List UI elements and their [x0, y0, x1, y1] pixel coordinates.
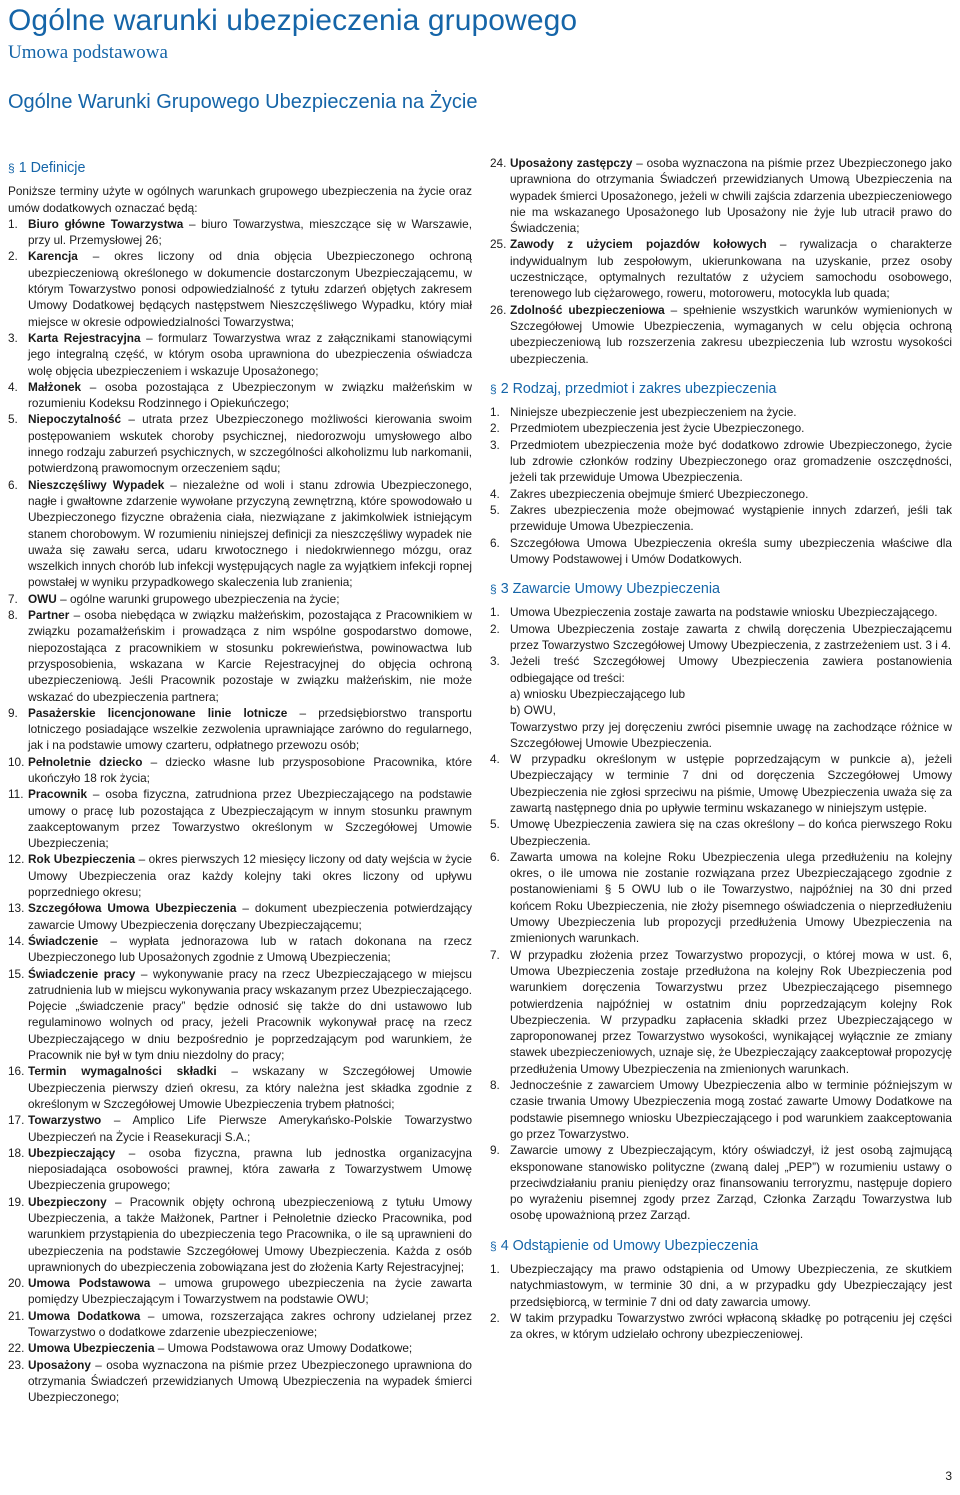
item-text: – osoba pozostająca z Ubezpieczonym w związku małżeńskim w rozumieniu Kodeksu Rodzinnego i Opiekuńczego;	[28, 379, 472, 411]
defined-term: Umowa Dodatkowa	[28, 1308, 141, 1323]
defined-term: Uposażony	[28, 1357, 91, 1372]
item-text: – Umowa Podstawowa oraz Umowy Dodatkowe;	[154, 1341, 413, 1356]
item-text: Zakres ubezpieczenia może obejmować wystąpienie innych zdarzeń, jeśli tak przewiduje Umowa Ubezpieczenia.	[510, 502, 952, 534]
list-item	[490, 816, 952, 849]
item-text: – niezależne od woli i stanu zdrowia Ubezpieczonego, nagłe i gwałtowne zdarzenie wywołane przyczyną zewnętrzną, które spowodowało u Ubezpieczonego fizyczne obrażenia ciała, niezwiązane z jakimkolwiek istniejącym stanem chorobowym. W rozumieniu niniejszej definicji za nieszczęśliwy wypadek nie uważa się zawału serca, udaru krwotocznego i niedokrwiennego mózgu, oraz wszelkich innych chorób lub infekcji występujących nagle za wyjątkiem infekcji ropnej powstałej w wyniku przypadkowego skaleczenia lub zranienia;	[28, 477, 473, 590]
list-item	[490, 604, 952, 620]
item-number: 2.	[490, 621, 500, 636]
list-item	[8, 1112, 472, 1145]
page-number: 3	[945, 1469, 952, 1483]
list-item	[490, 236, 952, 301]
list-item	[8, 1275, 472, 1308]
item-text: – rywalizacja o charakterze indywidualnym lub zespołowym, ukierunkowana na uzyskanie, przez osoby uczestniczące, optymalnych rezultatów z użyciem samochodu osobowego, terenowego lub ciężarowego, roweru, motoroweru, motocykla lub quada;	[510, 237, 952, 301]
list-item	[490, 849, 952, 947]
item-text: – okres pierwszych 12 miesięcy liczony od daty wejścia w życie Umowy Ubezpieczenia oraz każdy kolejny taki okres liczony od upływu poprzedniego okresu;	[28, 852, 472, 900]
item-number: 15.	[8, 966, 25, 981]
item-number: 5.	[490, 817, 500, 832]
document-title: Ogólne warunki ubezpieczenia grupowego	[8, 4, 578, 37]
section-2-heading-text: 2 Rodzaj, przedmiot i zakres ubezpieczenia	[500, 380, 777, 397]
item-number: 3.	[490, 437, 500, 452]
item-number: 23.	[8, 1357, 25, 1372]
item-text: – dokument ubezpieczenia potwierdzający zawarcie Umowy Ubezpieczenia doręczany Ubezpieczającemu;	[28, 901, 472, 932]
section-1-heading-text: 1 Definicje	[18, 160, 86, 176]
list-item	[8, 933, 472, 966]
item-text: Przedmiotem ubezpieczenia jest życie Ubezpieczonego.	[510, 421, 805, 436]
sub-item: b) OWU,	[510, 703, 556, 718]
item-text: – ogólne warunki grupowego ubezpieczenia na życie;	[56, 591, 340, 606]
item-number: 22.	[8, 1341, 25, 1356]
list-item	[490, 621, 952, 654]
defined-term: Towarzystwo	[28, 1113, 102, 1128]
list-item	[8, 591, 472, 607]
item-number: 4.	[490, 486, 500, 501]
list-item	[490, 1310, 952, 1343]
list-item	[490, 1142, 952, 1223]
list-item	[490, 302, 952, 367]
left-column	[8, 160, 472, 1406]
item-number: 21.	[8, 1308, 25, 1323]
item-text: – biuro Towarzystwa, mieszczące się w Warszawie, przy ul. Przemysłowej 26;	[28, 216, 472, 248]
item-number: 11.	[8, 787, 24, 802]
list-item	[8, 966, 472, 1064]
section-3-list	[490, 604, 952, 1223]
defined-term: Rok Ubezpieczenia	[28, 852, 136, 867]
list-item	[490, 1077, 952, 1142]
item-number: 4.	[490, 752, 500, 767]
section-3-heading-text: 3 Zawarcie Umowy Ubezpieczenia	[500, 581, 720, 598]
defined-term: Zdolność ubezpieczeniowa	[510, 302, 665, 317]
item-text: – umowa, rozszerzająca zakres ochrony udzielanej przez Towarzystwo o dodatkowe zdarzenie ubezpieczeniowe;	[28, 1308, 472, 1340]
list-item	[8, 379, 472, 412]
defined-term: Świadczenie pracy	[28, 966, 136, 981]
list-item	[490, 420, 952, 436]
item-number: 24.	[490, 156, 507, 170]
list-item	[8, 754, 472, 787]
defined-term: Pracownik	[28, 787, 88, 802]
list-item	[490, 404, 952, 420]
item-text: – osoba wyznaczona na piśmie przez Ubezpieczonego uprawniona do otrzymania Świadczeń przewidzianych Umową Ubezpieczenia na wypadek śmierci Ubezpieczonego;	[28, 1357, 472, 1405]
defined-term: Termin wymagalności składki	[28, 1064, 217, 1079]
item-number: 6.	[490, 535, 500, 550]
item-text: Zawarta umowa na kolejne Roku Ubezpieczenia ulega przedłużeniu na kolejny okres, o ile umowa nie zostanie rozwiązana przez Ubezpieczającego zgodnie z postanowieniami § 5 OWU lub o ile Towarzystwo, najpóźniej na 30 dni przed końcem Roku Ubezpieczenia, nie złoży pisemnego oświadczenia o nieprzedłużeniu Umowy Ubezpieczenia lub propozycji przedłużenia Umowy Ubezpieczenia na zmienionych warunkach.	[510, 849, 952, 946]
section-2-list	[490, 404, 952, 567]
list-item	[8, 216, 472, 249]
document-subtitle: Umowa podstawowa	[8, 42, 168, 63]
list-item	[490, 947, 952, 1077]
defined-term: Nieszczęśliwy Wypadek	[28, 477, 165, 492]
list-item	[490, 502, 952, 535]
defined-term: Umowa Ubezpieczenia	[28, 1341, 155, 1356]
list-item	[8, 851, 472, 900]
item-text: – osoba wyznaczona na piśmie przez Ubezpieczonego jako uprawniona do otrzymania Świadczeń przewidzianych Umową Ubezpieczenia na wypadek śmierci Uposażonego, jeżeli w chwili zajścia zdarzenia ubezpieczeniowego nie ma wskazanego Uposażonego lub Uposażony nie żyje lub utracił prawo do Świadczenia;	[510, 156, 952, 236]
item-number: 5.	[490, 502, 500, 517]
defined-term: Szczegółowa Umowa Ubezpieczenia	[28, 901, 237, 916]
item-text: W przypadku złożenia przez Towarzystwo propozycji, o której mowa w ust. 6, Umowa Ubezpieczenia zostaje przedłużona na kolejny Rok Ubezpieczenia pod warunkiem doręczenia Towarzystwu przez Ubezpieczającego pisemnego potwierdzenia najpóźniej w ostatnim dniu poprzedzającym kolejny Rok Ubezpieczenia. W przypadku zapłacenia składki przez Ubezpieczającego w zaproponowanej przez Towarzystwo wysokości, wynikającej wyłącznie ze zmiany stawek ubezpieczeniowych, uznaje się, że Ubezpieczający zaakceptował propozycję przedłużenia Umowy Ubezpieczenia na zmienionych warunkach.	[510, 947, 952, 1076]
document-conditions-title: Ogólne Warunki Grupowego Ubezpieczenia na Życie	[8, 91, 478, 113]
item-number: 26.	[490, 302, 507, 317]
list-item	[490, 653, 952, 751]
item-number: 10.	[8, 754, 25, 769]
defined-term: Umowa Podstawowa	[28, 1276, 151, 1291]
list-item	[490, 1261, 952, 1310]
item-text: – formularz Towarzystwa wraz z załącznikami stanowiącymi jego integralną część, w którym osoba uprawniona do ubezpieczenia oświadcza wolę objęcia ubezpieczeniem i wskazuje Uposażonego;	[28, 330, 472, 378]
item-text: Jednocześnie z zawarciem Umowy Ubezpieczenia albo w terminie późniejszym w czasie trwania Umowy Ubezpieczenia mogą zostać zawarte Umowy Dodatkowe na podstawie pisemnego wniosku Ubezpieczającego i pod warunkiem zaakceptowania go przez Towarzystwo.	[510, 1078, 952, 1141]
defined-term: Małżonek	[28, 379, 82, 394]
item-number: 6.	[8, 477, 18, 492]
definitions-list	[8, 216, 472, 1406]
item-text: – umowa grupowego ubezpieczenia na życie zawarta pomiędzy Ubezpieczającym i Towarzystwem na podstawie OWU;	[28, 1276, 472, 1307]
defined-term: Ubezpieczający	[28, 1145, 116, 1160]
item-number: 1.	[490, 405, 500, 420]
item-continuation: Towarzystwo przy jej doręczeniu zwróci pisemnie uwagę na zachodzące różnice w Szczegółowej Umowie Ubezpieczenia.	[510, 719, 952, 750]
item-text: Szczegółowa Umowa Ubezpieczenia określa sumy ubezpieczenia właściwe dla Umowy Podstawowej i Umów Dodatkowych.	[510, 535, 952, 566]
item-number: 7.	[490, 947, 500, 962]
list-item	[8, 248, 472, 329]
defined-term: Pełnoletnie dziecko	[28, 754, 143, 769]
item-text: Umowa Ubezpieczenia zostaje zawarta z chwilą doręczenia Ubezpieczającemu przez Towarzystwo Szczegółowej Umowy Ubezpieczenia, z zastrzeżeniem ust. 3 i 4.	[510, 621, 952, 653]
list-item	[8, 607, 472, 705]
item-number: 19.	[8, 1194, 25, 1209]
list-item	[8, 1194, 472, 1275]
item-text: W przypadku określonym w ustępie poprzedzającym w punkcie a), jeżeli Ubezpieczający w terminie 7 dni od doręczenia Szczegółowej Umowy Ubezpieczenia nie zgłosi sprzeciwu na piśmie, Umowę Ubezpieczenia uważa się za zawartą następnego dnia po upływie terminu wskazanego w niniejszym ustępie.	[510, 752, 952, 815]
section-2-heading	[490, 381, 952, 397]
item-number: 8.	[490, 1078, 500, 1093]
sub-item: a) wniosku Ubezpieczającego lub	[510, 686, 686, 701]
list-item	[8, 786, 472, 851]
defined-term: Niepoczytalność	[28, 412, 122, 427]
defined-term: Pasażerskie licencjonowane linie lotnicze	[28, 705, 288, 720]
item-number: 3.	[490, 654, 500, 669]
item-text: – osoba fizyczna, prawna lub jednostka organizacyjna nieposiadająca osobowości prawnej, która zawarła z Towarzystwem Umowę Ubezpieczenia grupowego;	[28, 1145, 472, 1193]
section-4-list	[490, 1261, 952, 1342]
item-number: 3.	[8, 330, 18, 345]
defined-term: Partner	[28, 608, 70, 623]
item-number: 25.	[490, 237, 507, 252]
item-number: 12.	[8, 852, 25, 867]
defined-term: Karta Rejestracyjna	[28, 330, 141, 345]
item-text: Jeżeli treść Szczegółowej Umowy Ubezpieczenia zawiera postanowienia odbiegające od treści:	[510, 654, 952, 685]
list-item	[8, 411, 472, 476]
item-text: W takim przypadku Towarzystwo zwróci wpłaconą składkę po potrąceniu jej części za okres, w którym udzielało ochrony ubezpieczeniowej.	[510, 1310, 952, 1342]
item-number: 20.	[8, 1276, 25, 1291]
item-number: 1.	[490, 1262, 500, 1276]
item-text: – osoba niebędąca w związku małżeńskim, pozostająca z Pracownikiem w związku pozamałżeńskim i prowadząca z nim wspólne gospodarstwo domowe, niepozostająca z pracownikiem w stosunku pokrewieństwa, powinowactwa lub przysposobienia, wskazana w Karcie Rejestracyjnej do objęcia ochroną ubezpieczeniową. Jeśli Pracownik pozostaje w związku małżeńskim, nie może wskazać do ubezpieczenia partnera;	[28, 608, 472, 704]
item-text: – wypłata jednorazowa lub w ratach dokonana na rzecz Ubezpieczonego lub Uposażonych zgodnie z Umową Ubezpieczenia;	[28, 933, 472, 965]
list-item	[8, 900, 472, 933]
item-number: 17.	[8, 1113, 25, 1128]
item-text: – Pracownik objęty ochroną ubezpieczeniową z tytułu Umowy Ubezpieczenia, a także Małżonek, Partner i Pełnoletnie dziecko Pracownika, pod warunkiem przystąpienia do ubezpieczenia tego Pracownika, o ile są uprawnieni do ubezpieczenia na podstawie Szczegółowej Umowy Ubezpieczenia. Każda z osób uprawnionych do ubezpieczenia zobowiązana jest do złożenia Karty Rejestracyjnej;	[28, 1194, 472, 1274]
item-text: – wykonywanie pracy na rzecz Ubezpieczającego w miejscu zatrudnienia lub w miejscu wykonywania pracy wskazanym przez Ubezpieczającego. Pojęcie „świadczenie pracy” będzie odnosić się także do dni ustawowo lub regulaminowo wolnych od pracy, jeżeli Pracownik wykonywał pracę na rzecz Ubezpieczającego w dniu bezpośrednio je poprzedzającym pod warunkiem, że Pracownik nie był w tym dniu niezdolny do pracy;	[28, 966, 472, 1063]
section-4-heading	[490, 1238, 952, 1254]
item-number: 18.	[8, 1145, 25, 1160]
item-number: 7.	[8, 591, 18, 606]
section-arrow-icon: §	[490, 1238, 497, 1253]
section-1-heading	[8, 160, 472, 176]
section-arrow-icon: §	[490, 381, 497, 396]
item-text: Umowę Ubezpieczenia zawiera się na czas określony – do końca pierwszego Roku Ubezpieczenia.	[510, 817, 952, 848]
item-number: 8.	[8, 608, 18, 623]
item-text: – Amplico Life Pierwsze Amerykańsko-Polskie Towarzystwo Ubezpieczeń na Życie i Reasekuracji S.A.;	[28, 1113, 472, 1144]
defined-term: Ubezpieczony	[28, 1194, 107, 1209]
right-column	[490, 155, 952, 1342]
section-arrow-icon: §	[490, 582, 497, 597]
list-item	[8, 1063, 472, 1112]
list-item	[490, 535, 952, 568]
section-3-heading	[490, 581, 952, 597]
item-number: 13.	[8, 901, 25, 916]
item-text: – przedsiębiorstwo transportu lotniczego posiadające wszelkie zezwolenia uprawniające zarówno do regularnego, jak i na podstawie umowy czarteru, odpłatnego przewozu osób;	[28, 705, 472, 753]
section-4-heading-text: 4 Odstąpienie od Umowy Ubezpieczenia	[500, 1237, 759, 1254]
item-text: Zawarcie umowy z Ubezpieczającym, który oświadczył, iż jest osobą zajmującą eksponowane stanowisko polityczne (zwaną dalej „PEP”) w rozumieniu ustawy o przeciwdziałaniu praniu pieniędzy oraz finansowaniu terroryzmu, następuje dopiero po wyrażeniu pisemnej zgody przez Zarząd, Członka Zarządu Towarzystwa lub osobę upoważnioną przez Zarząd.	[510, 1143, 952, 1223]
list-item	[490, 751, 952, 816]
list-item	[490, 155, 952, 236]
item-text: Zakres ubezpieczenia obejmuje śmierć Ubezpieczonego.	[510, 486, 809, 501]
item-text: – dziecko własne lub przysposobione Pracownika, które ukończyło 18 rok życia;	[28, 754, 473, 785]
list-item	[8, 1145, 472, 1194]
item-number: 2.	[8, 249, 18, 264]
item-number: 2.	[490, 1310, 500, 1325]
list-item	[490, 437, 952, 486]
item-number: 4.	[8, 379, 18, 394]
item-text: – utrata przez Ubezpieczonego możliwości kierowania swoim postępowaniem wskutek choroby psychicznej, niedorozwoju umysłowego albo innego rodzaju zaburzeń psychicznych, w szczególności alkoholizmu lub narkomanii, potwierdzoną prawomocnym orzeczeniem sądu;	[28, 412, 472, 476]
list-item	[8, 1357, 472, 1406]
item-number: 6.	[490, 849, 500, 864]
list-item	[8, 705, 472, 754]
list-item	[8, 1308, 472, 1341]
defined-term: Karencja	[28, 249, 78, 264]
list-item	[8, 330, 472, 379]
item-text: – okres liczony od dnia objęcia Ubezpieczonego ochroną ubezpieczeniową określonego w dokumencie dostarczonym Ubezpieczającemu, w którym Towarzystwo ponosi odpowiedzialność z tytułu zdarzeń objętych zakresem Umowy Dodatkowej będących następstwem Nieszczęśliwego Wypadku, który miał miejsce w okresie odpowiedzialności Towarzystwa;	[28, 249, 472, 329]
list-item	[8, 1340, 472, 1356]
item-text: Przedmiotem ubezpieczenia może być dodatkowo zdrowie Ubezpieczonego, życie lub zdrowie członków rodziny Ubezpieczonego oraz gromadzenie oszczędności, jeżeli tak przewiduje Umowa Ubezpieczenia.	[510, 437, 952, 485]
item-text: Ubezpieczający ma prawo odstąpienia od Umowy Ubezpieczenia, ze skutkiem natychmiastowym, w terminie 30 dni, a w przypadku gdy Ubezpieczający jest przedsiębiorcą, w terminie 7 dni od daty zawarcia umowy.	[510, 1262, 952, 1309]
item-number: 16.	[8, 1064, 25, 1079]
item-text: Umowa Ubezpieczenia zostaje zawarta na podstawie wniosku Ubezpieczającego.	[510, 605, 938, 620]
defined-term: Biuro główne Towarzystwa	[28, 216, 184, 231]
section-arrow-icon: §	[8, 161, 15, 175]
defined-term: Uposażony zastępczy	[510, 156, 633, 170]
item-text: – spełnienie wszystkich warunków wymienionych w Szczegółowej Umowie Ubezpieczenia, wymaganych w celu objęcia ochroną ubezpieczeniową lub rozszerzenia zakresu ubezpieczenia lub wzrostu wysokości ubezpieczenia.	[510, 302, 952, 366]
item-number: 1.	[490, 605, 500, 620]
item-number: 2.	[490, 421, 500, 436]
list-item	[490, 486, 952, 502]
item-number: 5.	[8, 412, 18, 427]
item-text: Niniejsze ubezpieczenie jest ubezpieczeniem na życie.	[510, 405, 797, 420]
item-number: 9.	[490, 1143, 500, 1158]
item-number: 1.	[8, 216, 18, 231]
list-item	[8, 477, 472, 591]
defined-term: Świadczenie	[28, 933, 99, 948]
item-number: 9.	[8, 705, 18, 720]
defined-term: OWU	[28, 591, 57, 606]
section-1-intro: Poniższe terminy użyte w ogólnych warunkach grupowego ubezpieczenia na życie oraz umów dodatkowych oznaczać będą:	[8, 184, 472, 215]
definitions-list-continued	[490, 155, 952, 367]
item-number: 14.	[8, 933, 25, 948]
defined-term: Zawody z użyciem pojazdów kołowych	[510, 237, 767, 252]
item-text: – wskazany w Szczegółowej Umowie Ubezpieczenia pierwszy dzień okresu, za który należna jest składka zgodnie z określonym w Szczegółowej Umowie Ubezpieczenia trybem płatności;	[28, 1064, 472, 1111]
item-text: – osoba fizyczna, zatrudniona przez Ubezpieczającego na podstawie umowy o pracę lub pozostająca z Ubezpieczającym w innym stosunku prawnym zaakceptowanym przez Towarzystwo określonym w Szczegółowej Umowie Ubezpieczenia;	[28, 787, 472, 851]
